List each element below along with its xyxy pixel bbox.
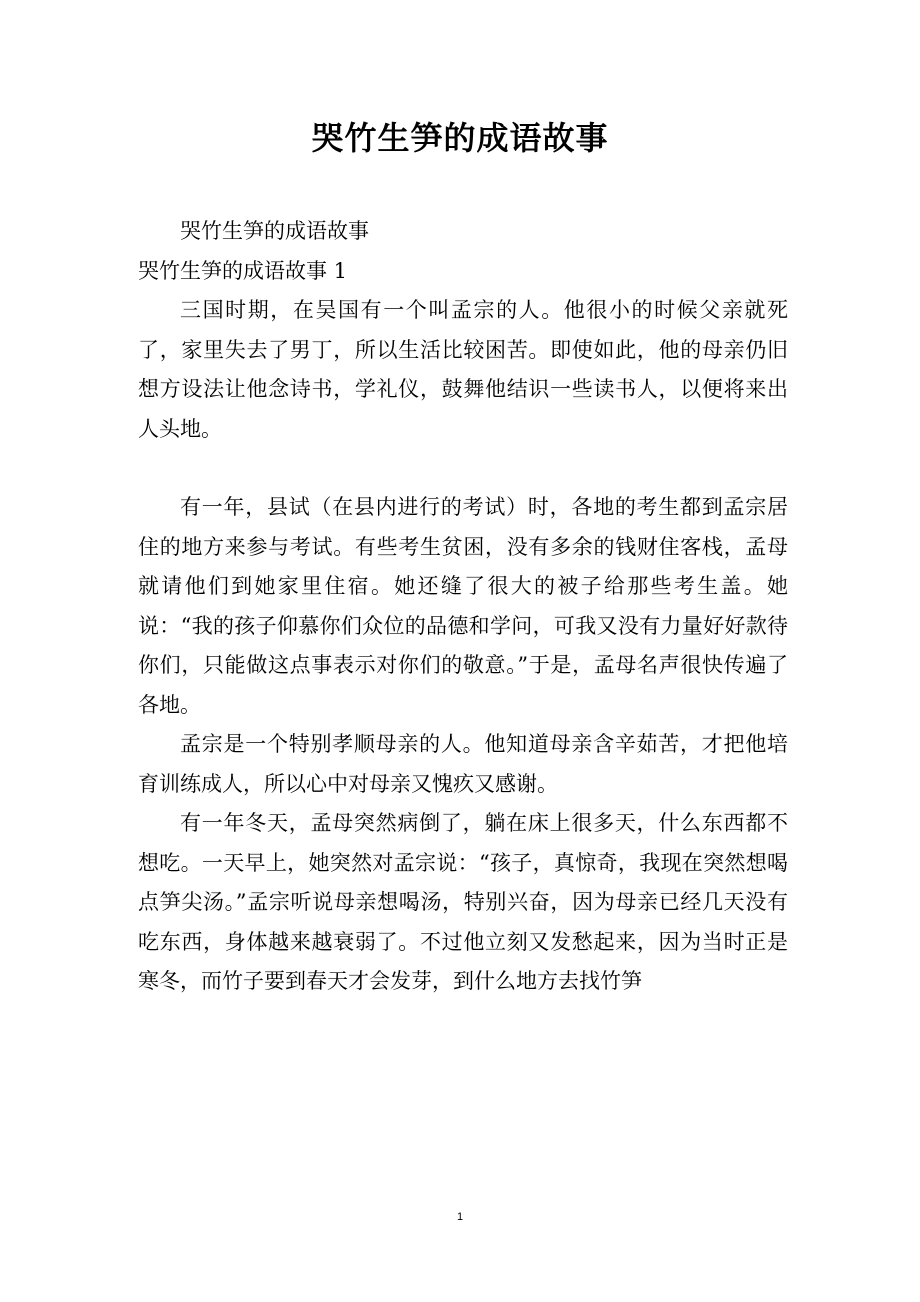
page-number: 1	[456, 1211, 464, 1223]
paragraph: 三国时期，在吴国有一个叫孟宗的人。他很小的时候父亲就死了，家里失去了男丁，所以生活比较困苦。即使如此，他的母亲仍旧想方设法让他念诗书，学礼仪，鼓舞他结识一些读书人，以便将来出人头地。	[138, 298, 788, 441]
section-heading: 哭竹生笋的成语故事 1	[138, 258, 348, 283]
paragraph: 孟宗是一个特别孝顺母亲的人。他知道母亲含辛茹苦，才把他培育训练成人，所以心中对母亲又愧疚又感谢。	[138, 732, 788, 796]
document-body	[138, 212, 788, 1002]
document-subtitle: 哭竹生笋的成语故事	[180, 219, 369, 243]
paragraph: 有一年，县试（在县内进行的考试）时，各地的考生都到孟宗居住的地方来参与考试。有些考生贫困，没有多余的钱财住客栈，孟母就请他们到她家里住宿。她还缝了很大的被子给那些考生盖。她说：“我的孩子仰慕你们众位的品德和学问，可我又没有力量好好款待你们，只能做这点事表示对你们的敬意。”于是，孟母名声很快传遍了各地。	[138, 495, 788, 717]
paragraph-spacer	[138, 449, 788, 488]
paragraph: 有一年冬天，孟母突然病倒了，躺在床上很多天，什么东西都不想吃。一天早上，她突然对孟宗说：“孩子，真惊奇，我现在突然想喝点笋尖汤。”孟宗听说母亲想喝汤，特别兴奋，因为母亲已经几天没有吃东西，身体越来越衰弱了。不过他立刻又发愁起来，因为当时正是寒冬，而竹子要到春天才会发芽，到什么地方去找竹笋	[138, 811, 788, 993]
document-title: 哭竹生笋的成语故事	[311, 119, 609, 157]
